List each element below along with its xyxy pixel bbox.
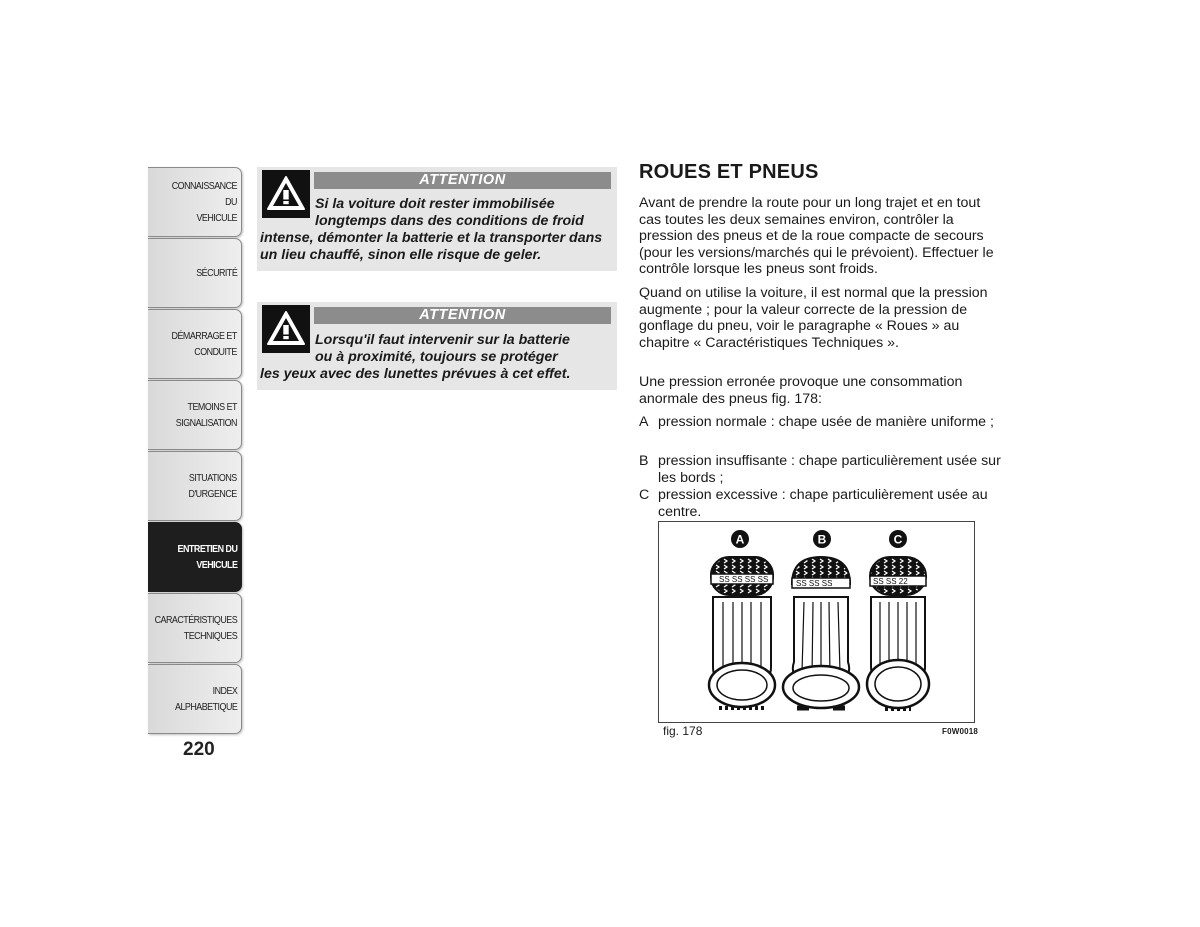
tab-label: DÉMARRAGE ET CONDUITE <box>171 330 237 358</box>
attention-box <box>257 302 617 390</box>
tab-label: CARACTÉRISTIQUES TECHNIQUES <box>154 614 237 642</box>
svg-text:A: A <box>735 532 745 547</box>
figure-label-a <box>731 530 749 548</box>
tab-demarrage-et-conduite[interactable] <box>148 309 242 379</box>
figure-caption: fig. 178 <box>663 724 703 738</box>
tab-entretien-du-vehicule[interactable] <box>148 522 242 592</box>
tab-index-alphabetique[interactable] <box>148 664 242 734</box>
tire-high-pressure <box>867 557 929 709</box>
tab-label: TEMOINS ET SIGNALISATION <box>175 401 237 429</box>
attention-line: intense, démonter la batterie et la transporter dans un lieu chauffé, sinon elle risque de geler. <box>260 230 603 263</box>
tab-situations-d-urgence[interactable] <box>148 451 242 521</box>
tab-connaissance-du-vehicule[interactable] <box>148 167 242 237</box>
attention-heading: ATTENTION <box>314 172 611 189</box>
list-item <box>639 453 1004 486</box>
list-text: pression excessive : chape particulièrement usée au centre. <box>658 487 988 520</box>
list-text: pression normale : chape usée de manière uniforme ; <box>658 414 994 430</box>
tab-label: SITUATIONS D'URGENCE <box>188 472 237 500</box>
attention-box <box>257 167 617 271</box>
attention-line: longtemps dans des conditions de froid <box>315 213 584 229</box>
attention-line: Si la voiture doit rester immobilisée <box>315 196 555 212</box>
svg-text:C: C <box>893 532 903 547</box>
paragraph: Quand on utilise la voiture, il est normal que la pression augmente ; pour la valeur correcte de la pression de gonflage du pneu, voir le paragraphe « Roues » au chapitre « Caractéristiques Techniques ». <box>639 285 988 351</box>
attention-line: ou à proximité, toujours se protéger <box>315 349 558 365</box>
list-text: pression insuffisante : chape particulièrement usée sur les bords ; <box>658 453 1001 486</box>
figure-code: F0W0018 <box>942 727 979 736</box>
tab-label: SÉCURITÉ <box>195 267 237 279</box>
svg-text:SS SS SS: SS SS SS <box>796 579 833 588</box>
svg-text:SS SS SS SS: SS SS SS SS <box>719 575 769 584</box>
attention-text <box>260 196 613 264</box>
tab-securite[interactable] <box>148 238 242 308</box>
list-item <box>639 414 1004 431</box>
tire-wear-illustration <box>659 522 974 722</box>
tab-caracteristiques-techniques[interactable] <box>148 593 242 663</box>
tire-normal-pressure <box>709 557 775 708</box>
tire-wear-figure <box>658 521 975 723</box>
attention-line: Lorsqu'il faut intervenir sur la batterie <box>315 332 570 348</box>
tab-label: CONNAISSANCE DU VEHICULE <box>171 180 237 224</box>
tab-label: ENTRETIEN DU VEHICULE <box>177 543 237 571</box>
list-letter: A <box>639 414 649 430</box>
svg-text:B: B <box>817 532 827 547</box>
page-number: 220 <box>183 739 215 760</box>
paragraph: Une pression erronée provoque une consommation anormale des pneus fig. 178: <box>639 374 963 407</box>
attention-line: les yeux avec des lunettes prévues à cet effet. <box>260 366 571 382</box>
figure-label-c <box>889 530 907 548</box>
svg-text:SS SS 22: SS SS 22 <box>873 577 908 586</box>
attention-heading: ATTENTION <box>314 307 611 324</box>
tab-label: INDEX ALPHABETIQUE <box>174 685 237 713</box>
attention-text <box>260 332 613 383</box>
paragraph: Avant de prendre la route pour un long trajet et en tout cas toutes les deux semaines environ, contrôler la pression des pneus et de la roue compacte de secours (pour les versions/marchés qui le prévoient). Effectuer le contrôle lorsque les pneus sont froids. <box>639 195 994 277</box>
tire-low-pressure <box>783 557 859 708</box>
figure-label-b <box>813 530 831 548</box>
list-letter: C <box>639 487 650 503</box>
section-title: ROUES ET PNEUS <box>639 161 819 183</box>
tab-temoins-et-signalisation[interactable] <box>148 380 242 450</box>
list-item <box>639 487 1004 520</box>
list-letter: B <box>639 453 649 469</box>
chapter-tabs <box>148 167 242 735</box>
